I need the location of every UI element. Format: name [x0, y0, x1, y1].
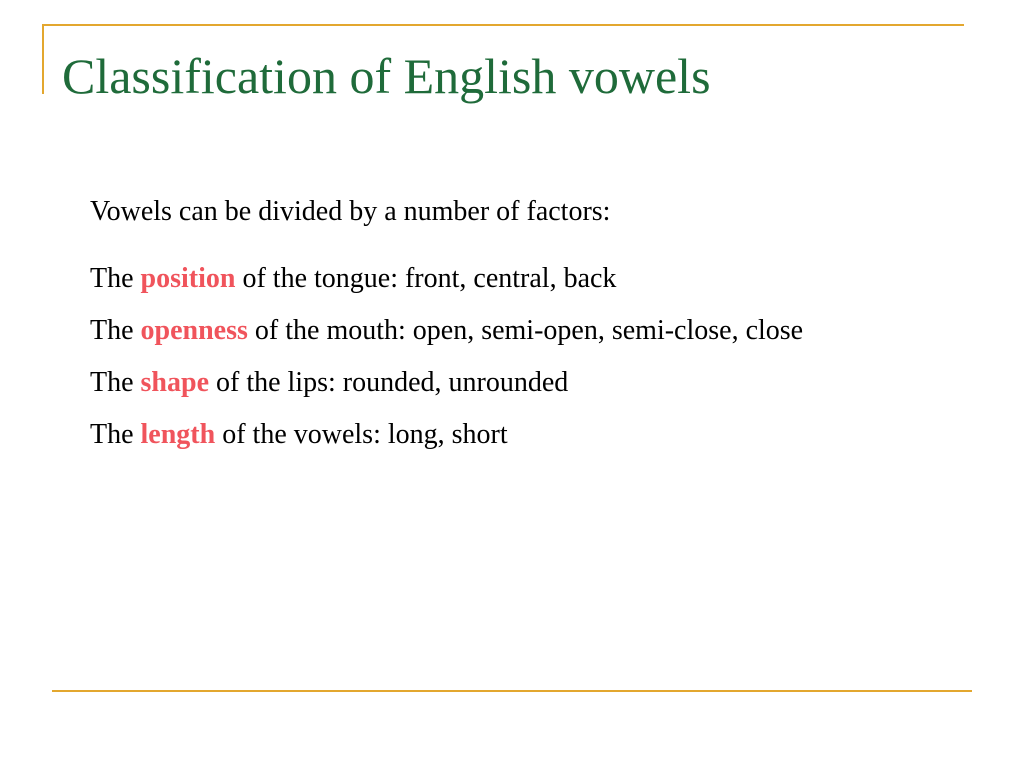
factor-position	[90, 257, 970, 300]
factor-prefix: The	[90, 367, 134, 398]
factor-keyword: length	[140, 419, 216, 450]
factor-keyword: position	[140, 263, 236, 294]
factor-keyword: openness	[140, 315, 248, 346]
factor-description: of the lips: rounded, unrounded	[216, 367, 569, 398]
factor-description: of the vowels: long, short	[222, 419, 508, 450]
factor-prefix: The	[90, 419, 134, 450]
factor-description: of the mouth: open, semi-open, semi-close, close	[254, 315, 804, 346]
factor-shape	[90, 361, 970, 404]
factor-openness	[90, 309, 970, 352]
factor-prefix: The	[90, 263, 134, 294]
slide-title: Classification of English vowels	[62, 48, 711, 104]
factor-description: of the tongue: front, central, back	[242, 263, 617, 294]
slide-body	[90, 190, 970, 465]
frame-bottom-line	[52, 690, 972, 692]
factor-keyword: shape	[140, 367, 209, 398]
factor-prefix: The	[90, 315, 134, 346]
frame-left-line	[42, 24, 44, 94]
intro-text: Vowels can be divided by a number of factors:	[90, 196, 611, 227]
factor-length	[90, 413, 970, 456]
frame-top-line	[42, 24, 964, 26]
